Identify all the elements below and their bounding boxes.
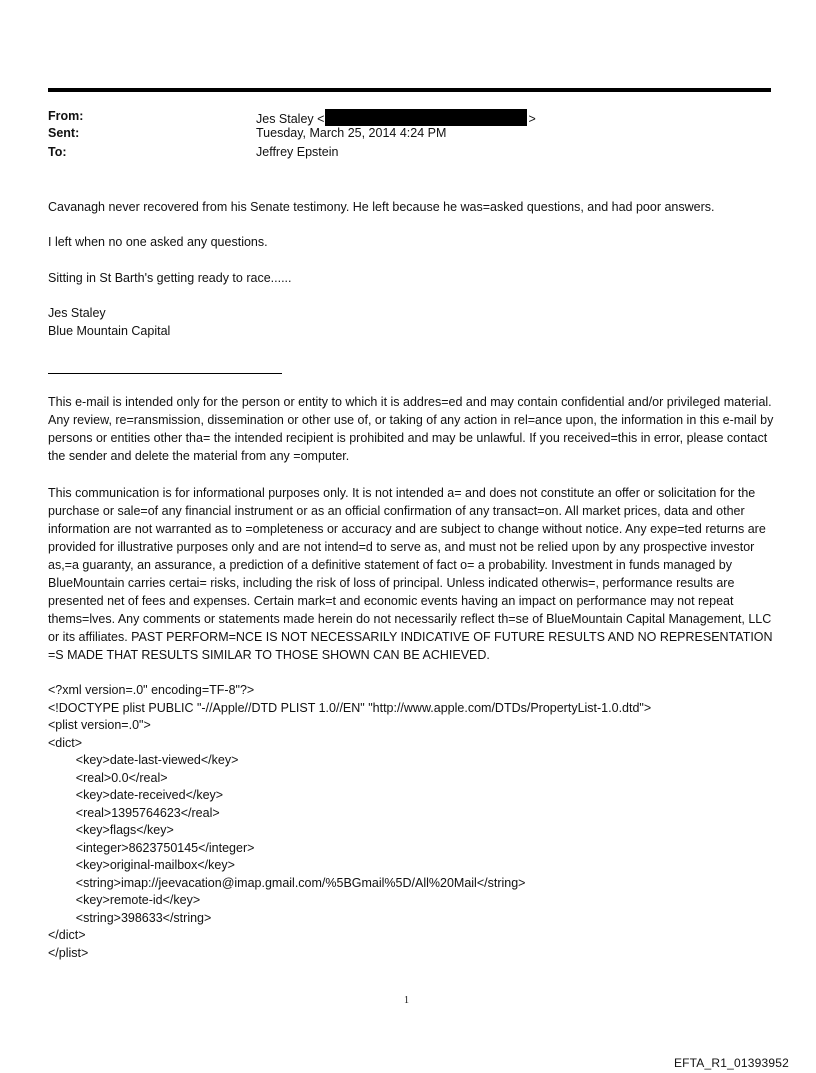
redaction-block xyxy=(325,109,527,126)
from-open-bracket: < xyxy=(317,112,325,126)
header-rule xyxy=(48,88,771,92)
to-value: Jeffrey Epstein xyxy=(256,145,339,159)
plist-line: </dict> xyxy=(48,928,86,942)
plist-line: </plist> xyxy=(48,945,89,960)
page-number: 1 xyxy=(404,995,409,1006)
plist-line: <real>0.0</real> xyxy=(48,770,168,785)
plist-line: <dict> xyxy=(48,735,83,750)
plist-line: <integer>8623750145</integer> xyxy=(48,840,255,855)
plist-line: <string>imap://jeevacation@imap.gmail.com/%5BGmail%5D/All%20Mail</string> xyxy=(48,875,526,890)
plist-line: <real>1395764623</real> xyxy=(48,805,220,820)
sent-value: Tuesday, March 25, 2014 4:24 PM xyxy=(256,126,447,140)
to-label: To: xyxy=(48,145,67,159)
message-line-1: Cavanagh never recovered from his Senate testimony. He left because he was=asked questions, and had poor answers. xyxy=(48,200,715,214)
message-line-3: Sitting in St Barth's getting ready to race...... xyxy=(48,271,292,285)
bates-number: EFTA_R1_01393952 xyxy=(673,1056,789,1070)
message-line-2: I left when no one asked any questions. xyxy=(48,235,268,249)
plist-line: <string>398633</string> xyxy=(48,910,212,925)
signature-rule xyxy=(48,373,282,374)
plist-line: <!DOCTYPE plist PUBLIC "-//Apple//DTD PLIST 1.0//EN" "http://www.apple.com/DTDs/PropertyList-1.0.dtd"> xyxy=(48,700,652,715)
plist-line: <key>remote-id</key> xyxy=(48,893,201,907)
from-close-bracket: > xyxy=(528,112,536,126)
signature-company: Blue Mountain Capital xyxy=(48,324,171,338)
from-name: Jes Staley xyxy=(256,112,314,126)
plist-line: <?xml version=.0" encoding=TF-8"?> xyxy=(48,683,255,697)
plist-line: <key>date-last-viewed</key> xyxy=(48,753,239,767)
plist-line: <key>date-received</key> xyxy=(48,788,224,802)
signature-name: Jes Staley xyxy=(48,306,106,320)
from-value xyxy=(256,109,536,126)
disclaimer-paragraph-2: This communication is for informational purposes only. It is not intended a= and does not constitute an offer or solicitation for the purchase or sale=of any financial instrument or as an official confirmation of any transact=on. All market prices, data and other information are not warranted as to =ompleteness or accuracy and are subject to change without notice. Any expe=ted returns are provided for illustrative purposes only and are not intend=d to serve as, and must not be relied upon by any prospective investor as,=a guaranty, an assurance, a prediction of a definitive statement of fact o= a probability. Investment in funds managed by BlueMountain carries certai= risks, including the risk of loss of principal. Unless indicated otherwis=, performance results are presented net of fees and expenses. Certain mark=t and economic events having an impact on performance may not repeat thems=lves. Any comments or statements made herein do not necessarily reflect th=se of BlueMountain Capital Management, LLC or its affiliates. PAST PERFORM=NCE IS NOT NECESSARILY INDICATIVE OF FUTURE RESULTS AND NO REPRESENTATION =S MADE THAT RESULTS SIMILAR TO THOSE SHOWN CAN BE ACHIEVED. xyxy=(48,486,773,662)
plist-line: <plist version=.0"> xyxy=(48,718,151,732)
plist-line: <key>flags</key> xyxy=(48,823,174,837)
disclaimer-paragraph-1: This e-mail is intended only for the person or entity to which it is addres=ed and may contain confidential and/or privileged material. Any review, re=ransmission, dissemination or other use of, or taking of any action in rel=ance upon, the information in this e-mail by persons or entities other tha= the intended recipient is prohibited and may be unlawful. If you received=this in error, please contact the sender and delete the material from any =omputer. xyxy=(48,395,774,463)
from-label: From: xyxy=(48,109,84,123)
sent-label: Sent: xyxy=(48,126,80,140)
plist-block xyxy=(48,682,651,962)
plist-line: <key>original-mailbox</key> xyxy=(48,858,235,872)
